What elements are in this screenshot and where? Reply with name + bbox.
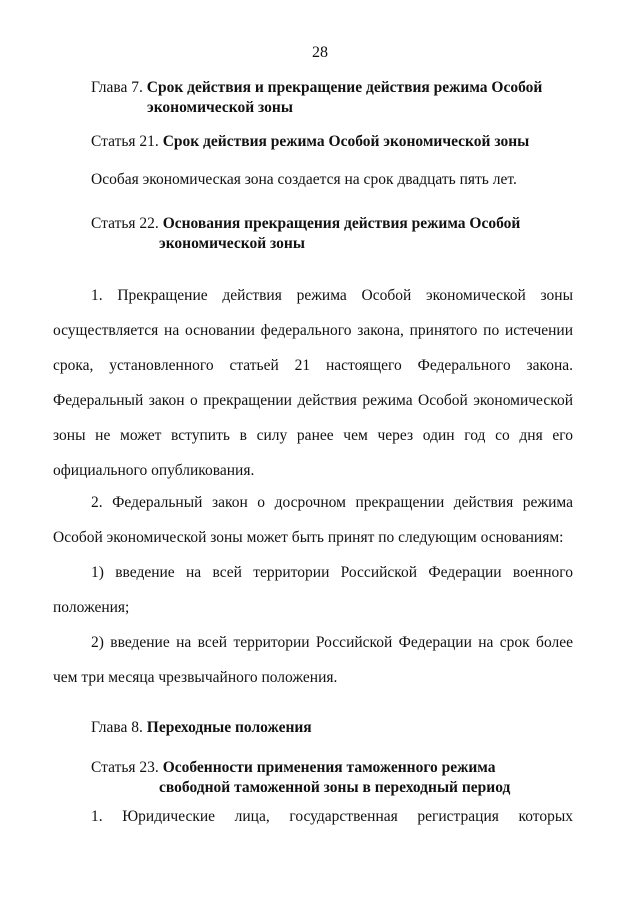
article-22-item-2 <box>53 625 573 695</box>
paragraph-line: осуществляется на основании федерального закона, принятого по истечении <box>53 322 573 339</box>
paragraph-line: 1. Прекращение действия режима Особой экономической зоны <box>91 287 573 304</box>
article-22-item-1 <box>53 555 573 625</box>
chapter-7-title-line2: экономической зоны <box>147 99 293 116</box>
article-21-text: Особая экономическая зона создается на срок двадцать пять лет. <box>91 171 517 188</box>
article-21-heading <box>91 132 529 152</box>
article-22-prefix: Статья 22. <box>91 215 159 232</box>
article-23-title-line1: Особенности применения таможенного режима <box>162 759 496 776</box>
paragraph-line: Федеральный закон о прекращении действия режима Особой экономической <box>53 392 573 409</box>
article-22-title-line1: Основания прекращения действия режима Особой <box>162 215 521 232</box>
article-23-prefix: Статья 23. <box>91 759 159 776</box>
paragraph-line: 2. Федеральный закон о досрочном прекращении действия режима <box>91 494 573 511</box>
page-number: 28 <box>312 44 328 61</box>
paragraph-line: 1. Юридические лица, государственная регистрация которых <box>91 808 573 825</box>
article-22-title-line2: экономической зоны <box>159 235 305 252</box>
chapter-8-heading <box>91 718 312 738</box>
chapter-7-heading <box>91 78 542 118</box>
paragraph-line: 1) введение на всей территории Российской Федерации военного <box>91 564 573 581</box>
chapter-7-title-line1: Срок действия и прекращение действия режима Особой <box>146 79 543 96</box>
chapter-7-prefix: Глава 7. <box>91 79 143 96</box>
article-22-heading <box>91 214 520 254</box>
article-22-paragraph-2 <box>53 485 573 555</box>
paragraph-line: чем три месяца чрезвычайного положения. <box>53 669 338 686</box>
paragraph-line: официального опубликования. <box>53 462 255 479</box>
chapter-8-title: Переходные положения <box>146 719 312 736</box>
chapter-8-prefix: Глава 8. <box>91 719 143 736</box>
article-21-title: Срок действия режима Особой экономической зоны <box>162 133 530 150</box>
paragraph-line: Особой экономической зоны может быть принят по следующим основаниям: <box>53 529 564 546</box>
article-23-heading <box>91 758 510 798</box>
paragraph-line: зоны не может вступить в силу ранее чем через один год со дня его <box>53 427 573 444</box>
article-22-paragraph-1 <box>53 278 573 488</box>
paragraph-line: срока, установленного статьей 21 настоящего Федерального закона. <box>53 357 573 374</box>
article-23-title-line2: свободной таможенной зоны в переходный период <box>159 779 511 796</box>
paragraph-line: положения; <box>53 599 130 616</box>
article-23-paragraph-1 <box>53 799 573 834</box>
article-21-prefix: Статья 21. <box>91 133 159 150</box>
paragraph-line: 2) введение на всей территории Российской Федерации на срок более <box>91 634 573 651</box>
